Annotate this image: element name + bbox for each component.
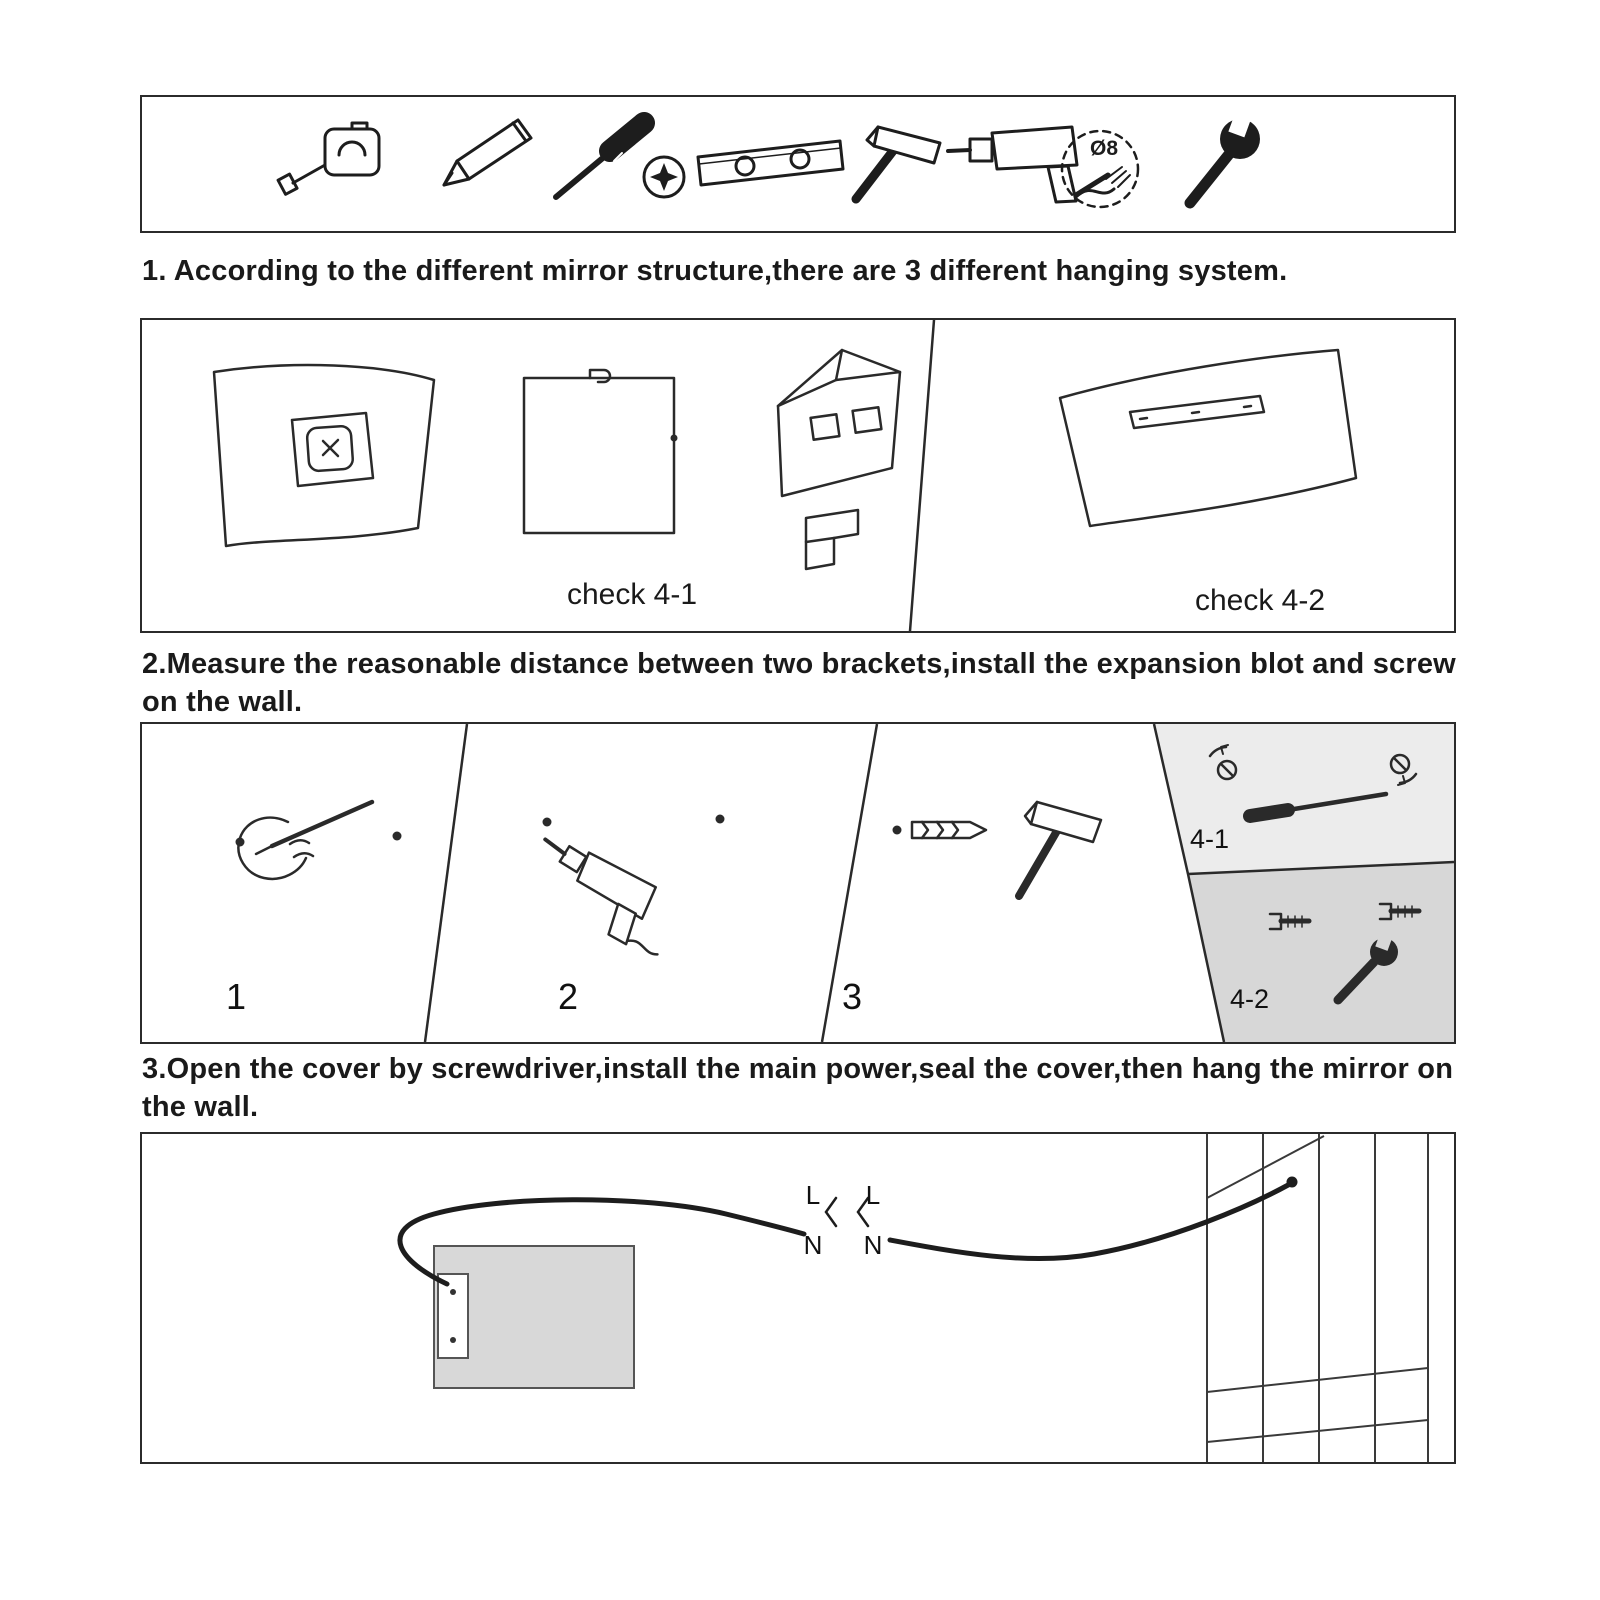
terminal-plate (438, 1274, 468, 1358)
tools-panel (140, 95, 1456, 233)
terminal-screw-top (450, 1289, 456, 1295)
insert-anchor-illustration (893, 802, 1102, 896)
step-2-text: 2.Measure the reasonable distance between two brackets,install the expansion blot and screw on the wall. (142, 648, 1456, 719)
panel-1-label: 1 (226, 976, 247, 1017)
check-4-2-label: check 4-2 (1194, 584, 1326, 617)
mark-holes-illustration (236, 802, 402, 879)
drill-holes-illustration (520, 815, 724, 962)
neutral-label-right: N (863, 1230, 883, 1260)
hanging-systems-panel (140, 318, 1456, 633)
wrench-icon (1190, 109, 1260, 203)
mounting-steps-panel (140, 722, 1456, 1044)
panel-3-label: 3 (842, 976, 863, 1017)
mirror-square-plate-diagram (214, 365, 434, 546)
pencil-icon (444, 120, 531, 185)
panel-4-1-label: 4-1 (1190, 824, 1230, 854)
hammer-icon (856, 127, 940, 199)
panel-4-2-region (1188, 862, 1454, 1042)
neutral-label-left: N (803, 1230, 823, 1260)
screwdriver-icon (556, 123, 684, 197)
panel-2-label: 2 (558, 976, 579, 1017)
mirror-bar-bracket-diagram (1060, 350, 1356, 526)
panel-divider-line (910, 320, 934, 631)
wiring-panel (140, 1132, 1456, 1464)
tape-measure-icon (278, 123, 379, 194)
hanging-bracket-diagram (778, 350, 900, 569)
mirror-box-hook-diagram (524, 370, 678, 533)
panel-4-2-label: 4-2 (1230, 984, 1270, 1014)
step-1-text: 1. According to the different mirror structure,there are 3 different hanging system. (142, 255, 1288, 287)
drill-bit-diameter-label: Ø8 (1089, 137, 1119, 160)
check-4-1-label: check 4-1 (566, 578, 698, 611)
tiled-wall (1207, 1134, 1428, 1462)
tools-row-illustration (142, 97, 1454, 231)
line-label-right: L (865, 1180, 881, 1210)
line-label-left: L (805, 1180, 821, 1210)
terminal-screw-bottom (450, 1337, 456, 1343)
step-3-text: 3.Open the cover by screwdriver,install the main power,seal the cover,then hang the mirror on the wall. (142, 1053, 1454, 1124)
spirit-level-icon (698, 141, 843, 185)
cable-wall-connection-point (1287, 1177, 1298, 1188)
